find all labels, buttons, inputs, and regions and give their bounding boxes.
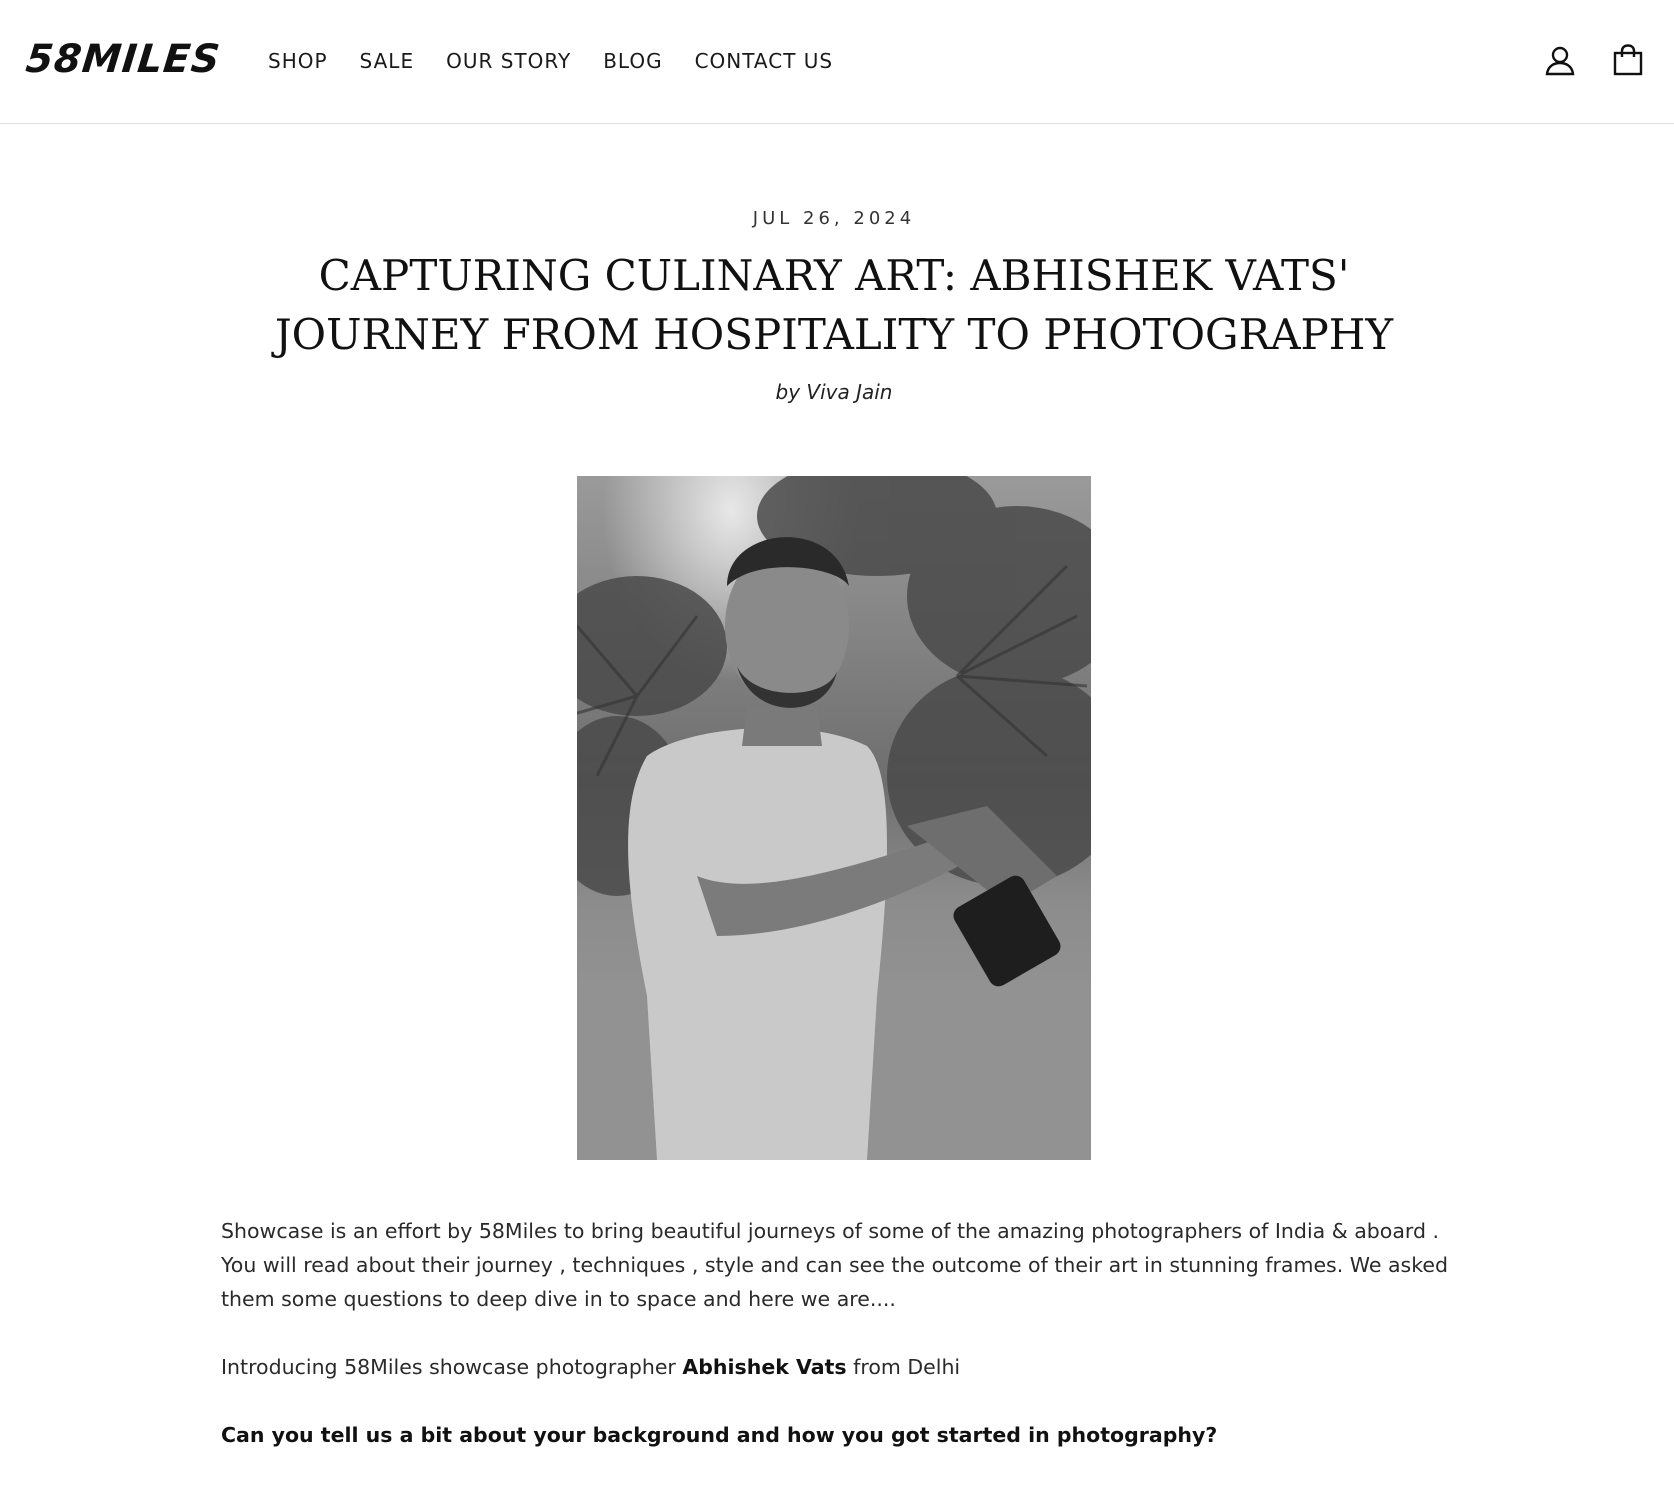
article-title: CAPTURING CULINARY ART: ABHISHEK VATS' JOURNEY FROM HOSPITALITY TO PHOTOGRAPHY — [274, 251, 1394, 359]
main-nav — [268, 46, 865, 76]
article-byline: by Viva Jain — [775, 380, 893, 404]
intro-paragraph: Showcase is an effort by 58Miles to bring beautiful journeys of some of the amazing photographers of India & aboard . You will read about their journey , techniques , style and can see the outcome of their art in stunning frames. We asked them some questions to deep dive in to space and here we are.... — [221, 1219, 1448, 1311]
question-heading: Can you tell us a bit about your background and how you got started in photography? — [221, 1423, 1218, 1447]
nav-item-contact-us[interactable]: CONTACT US — [694, 49, 834, 73]
article-photo — [577, 476, 1091, 1160]
cart-button[interactable] — [1608, 40, 1648, 80]
introducing-prefix: Introducing 58Miles showcase photographer — [221, 1355, 683, 1379]
nav-item-our-story[interactable]: OUR STORY — [446, 49, 572, 73]
nav-item-shop[interactable]: SHOP — [268, 49, 328, 73]
nav-item-blog[interactable]: BLOG — [603, 49, 663, 73]
bag-icon — [1613, 44, 1643, 76]
photographer-name: Abhishek Vats — [682, 1355, 847, 1379]
introducing-paragraph — [221, 1350, 1461, 1384]
account-button[interactable] — [1540, 40, 1580, 80]
user-icon — [1544, 44, 1576, 76]
introducing-suffix: from Delhi — [846, 1355, 961, 1379]
nav-item-sale[interactable]: SALE — [359, 49, 415, 73]
article-date: JUL 26, 2024 — [752, 208, 916, 229]
site-header — [0, 0, 1674, 124]
site-logo[interactable]: 58MILES — [23, 37, 223, 82]
